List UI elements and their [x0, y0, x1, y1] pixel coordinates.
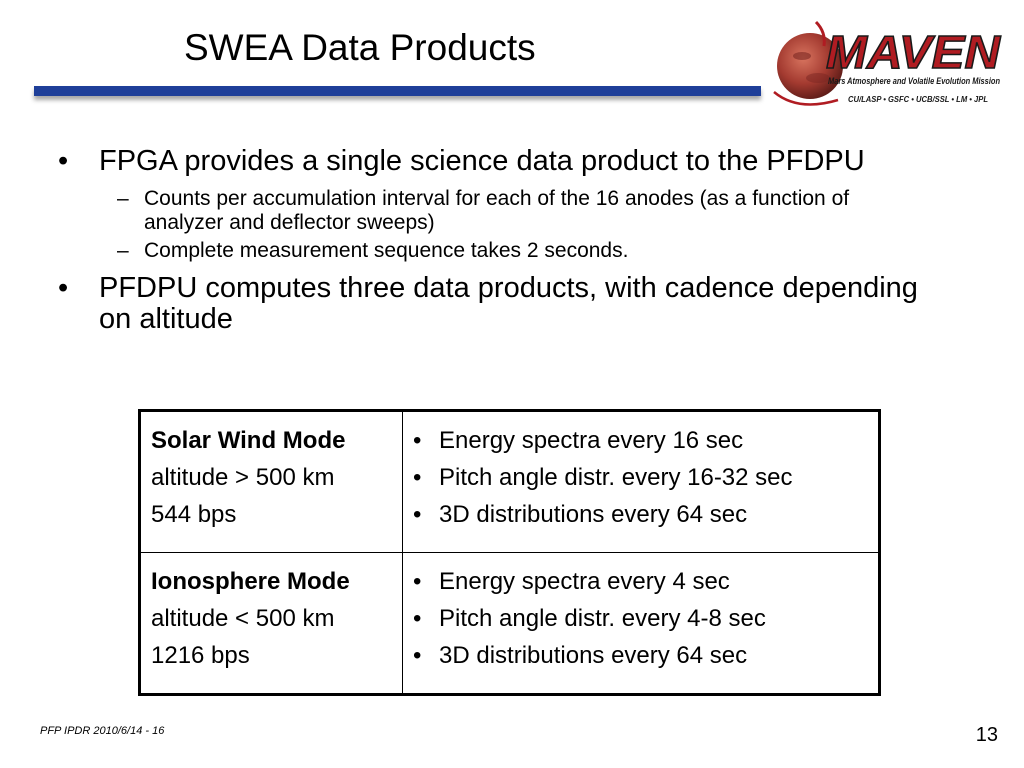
bullet-marker: • [413, 501, 422, 528]
mode-cell [140, 411, 403, 553]
sub-bullet-text: Counts per accumulation interval for each of the 16 anodes (as a function of analyzer and deflector sweeps) [144, 187, 850, 234]
product-text: Pitch angle distr. every 4-8 sec [439, 605, 766, 632]
table-row [140, 553, 880, 695]
slide-body [58, 146, 918, 345]
bullet-marker: • [413, 642, 422, 669]
sub-bullet-list [58, 187, 918, 263]
product-text: 3D distributions every 64 sec [439, 642, 748, 669]
maven-logo [768, 12, 1008, 120]
product-item [413, 637, 868, 674]
bullet-text: FPGA provides a single science data product to the PFDPU [99, 145, 865, 177]
footer-text: PFP IPDR 2010/6/14 - 16 [40, 725, 165, 737]
product-item [413, 563, 868, 600]
logo-partners: CU/LASP • GSFC • UCB/SSL • LM • JPL [848, 95, 989, 104]
product-item [413, 459, 868, 496]
bullet-marker: • [413, 464, 422, 491]
mode-data-rate: 544 bps [151, 501, 237, 528]
page-number: 13 [975, 724, 998, 746]
mode-altitude: altitude < 500 km [151, 605, 335, 632]
product-text: 3D distributions every 64 sec [439, 501, 748, 528]
products-cell [403, 553, 880, 695]
sub-bullet-item [58, 187, 918, 235]
mode-name: Ionosphere Mode [151, 568, 350, 595]
mode-altitude: altitude > 500 km [151, 464, 335, 491]
modes-table [138, 409, 881, 696]
sub-bullet-item [58, 239, 918, 263]
product-text: Energy spectra every 16 sec [439, 427, 744, 454]
slide-title: SWEA Data Products [184, 27, 536, 68]
product-text: Energy spectra every 4 sec [439, 568, 730, 595]
logo-wordmark: MAVEN [826, 26, 1001, 78]
products-cell [403, 411, 880, 553]
title-underline-bar [34, 86, 761, 96]
mode-name: Solar Wind Mode [151, 427, 346, 454]
mode-cell [140, 553, 403, 695]
bullet-marker: • [413, 568, 422, 595]
bullet-text: PFDPU computes three data products, with cadence depending on altitude [99, 272, 918, 335]
table-row [140, 411, 880, 553]
dash-marker: – [117, 187, 129, 210]
bullet-item [58, 273, 918, 335]
logo-tagline: Mars Atmosphere and Volatile Evolution Mission [828, 76, 1001, 86]
product-text: Pitch angle distr. every 16-32 sec [439, 464, 793, 491]
product-item [413, 496, 868, 533]
dash-marker: – [117, 239, 129, 262]
bullet-marker: • [413, 427, 422, 454]
bullet-marker: • [58, 272, 69, 304]
product-item [413, 600, 868, 637]
bullet-marker: • [413, 605, 422, 632]
bullet-marker: • [58, 145, 69, 177]
product-item [413, 422, 868, 459]
sub-bullet-text: Complete measurement sequence takes 2 seconds. [144, 239, 629, 262]
mode-data-rate: 1216 bps [151, 642, 250, 669]
bullet-item [58, 146, 918, 177]
